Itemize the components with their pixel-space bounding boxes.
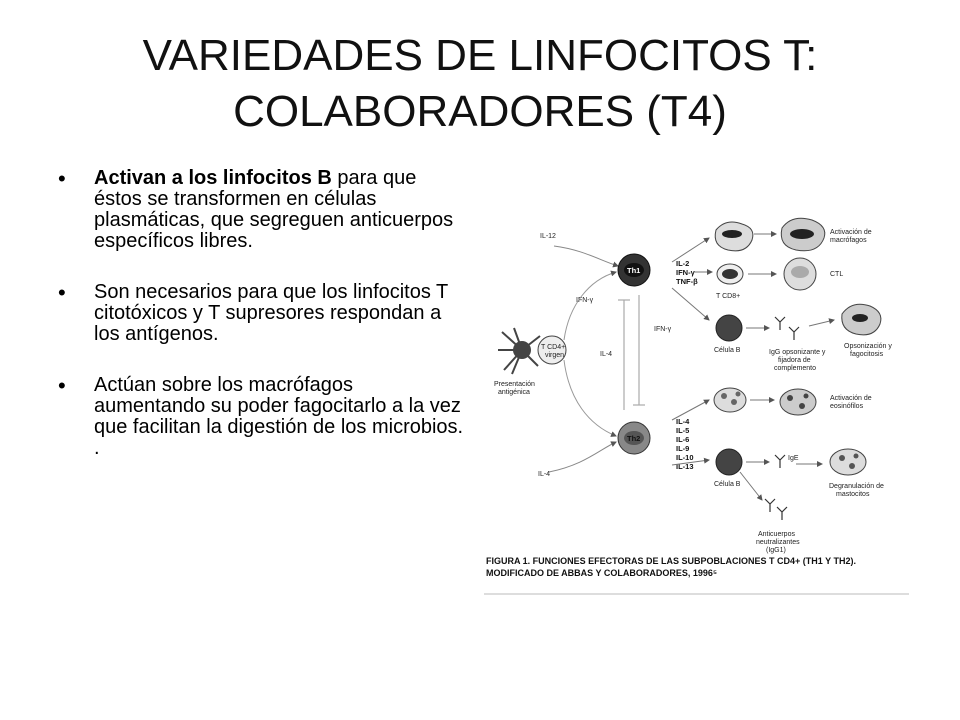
antibody-label-2: neutralizantes (756, 539, 800, 546)
degranulation-label-2: mastocitos (836, 491, 870, 498)
cd4-to-th2-arrow (564, 360, 616, 436)
th2-cytokine: IL-9 (676, 444, 690, 453)
bullet-text: Son necesarios para que los linfocitos T citotóxicos y T supresores respondan a los antígenos. (94, 281, 448, 345)
degranulation-label-1: Degranulación de (829, 483, 884, 490)
macrophage-label-2: macrófagos (830, 237, 867, 244)
th2-cytokine: IL-13 (676, 462, 694, 471)
bullet-item (58, 168, 468, 252)
antibody-label-1: Anticuerpos (758, 531, 795, 538)
figure-caption-2: MODIFICADO DE ABBAS Y COLABORADORES, 1996⁵ (486, 568, 718, 578)
il4-arrow (549, 442, 616, 472)
ige-antibody-icon (775, 455, 785, 468)
b-cell-2 (716, 449, 742, 475)
b-cell-label-2: Célula B (714, 481, 741, 488)
antibody-label-3: (IgG1) (766, 547, 786, 554)
bullet-bold-text: Activan a los linfocitos B (94, 167, 332, 189)
opsonization-label-1: Opsonización y (844, 343, 892, 350)
opsonization-label-2: fagocitosis (850, 351, 884, 358)
bullet-dot-icon: • (58, 166, 66, 191)
il4-mid-label: IL-4 (600, 351, 613, 358)
figure-caption-1: FIGURA 1. FUNCIONES EFECTORAS DE LAS SUBPOBLACIONES T CD4+ (TH1 Y TH2). (486, 556, 856, 566)
th1-cytokine: IFN-γ (676, 268, 695, 277)
il4-bottom-label: IL-4 (538, 471, 551, 478)
th1-cytokine: TNF-β (676, 277, 698, 286)
b-cell-1 (716, 315, 742, 341)
th1-th2-diagram (484, 210, 914, 600)
b-cell-label-1: Célula B (714, 347, 741, 354)
cd4-to-th1-arrow (564, 272, 616, 340)
dendritic-cell-icon (498, 328, 540, 374)
bullet-item (58, 375, 468, 459)
title-line-2: COLABORADORES (T4) (233, 87, 727, 136)
macrophage-label-1: Activación de (830, 229, 872, 236)
th2-cytokine: IL-10 (676, 453, 694, 462)
bullet-item (58, 282, 468, 345)
bullet-list (58, 168, 468, 489)
mast-cell (830, 449, 866, 475)
th2-cytokine: IL-5 (676, 426, 690, 435)
il12-arrow (554, 246, 618, 266)
presentation-label-1: Presentación (494, 381, 535, 388)
eosinophil-label-1: Activación de (830, 395, 872, 402)
tcd8-label: T CD8+ (716, 293, 741, 300)
activated-eosinophil-cell (780, 389, 816, 415)
igg-label-3: complemento (774, 365, 817, 372)
igg-antibody-icon (775, 317, 799, 340)
cd4-label-1: T CD4+ (541, 344, 566, 351)
th2-label: Th2 (627, 434, 641, 443)
th2-cytokine: IL-4 (676, 417, 690, 426)
cd4-label-2: virgen (545, 352, 565, 359)
bullet-dot-icon: • (58, 373, 66, 398)
igg-label-2: fijadora de (778, 357, 811, 364)
presentation-label-2: antigénica (498, 389, 530, 396)
eosinophil-label-2: eosinófilos (830, 403, 864, 410)
igg-label-1: IgG opsonizante y (769, 349, 826, 356)
title-line-1: VARIEDADES DE LINFOCITOS T: (142, 31, 818, 80)
bullet-text: para que éstos se transformen en células plasmáticas, que segreguen anticuerpos específicos libres. (94, 167, 454, 252)
neutralizing-antibody-icon (765, 499, 787, 520)
bullet-dot-icon: • (58, 280, 66, 305)
ige-label: IgE (788, 455, 799, 462)
th1-label: Th1 (627, 266, 641, 275)
th1-cytokine: IL-2 (676, 259, 690, 268)
th2-cytokine: IL-6 (676, 435, 690, 444)
eosinophil-cell (714, 388, 746, 412)
il12-label: IL-12 (540, 233, 556, 240)
diagram-svg (484, 210, 914, 600)
slide-title (40, 28, 920, 140)
ifn-mid-label: IFN-γ (654, 326, 672, 333)
bullet-text: Actúan sobre los macrófagos aumentando su poder fagocitarlo a la vez que facilitan la digestión de los microbios. . (94, 374, 464, 459)
ifn-left-label: IFN-γ (576, 297, 594, 304)
ctl-label: CTL (830, 271, 844, 278)
